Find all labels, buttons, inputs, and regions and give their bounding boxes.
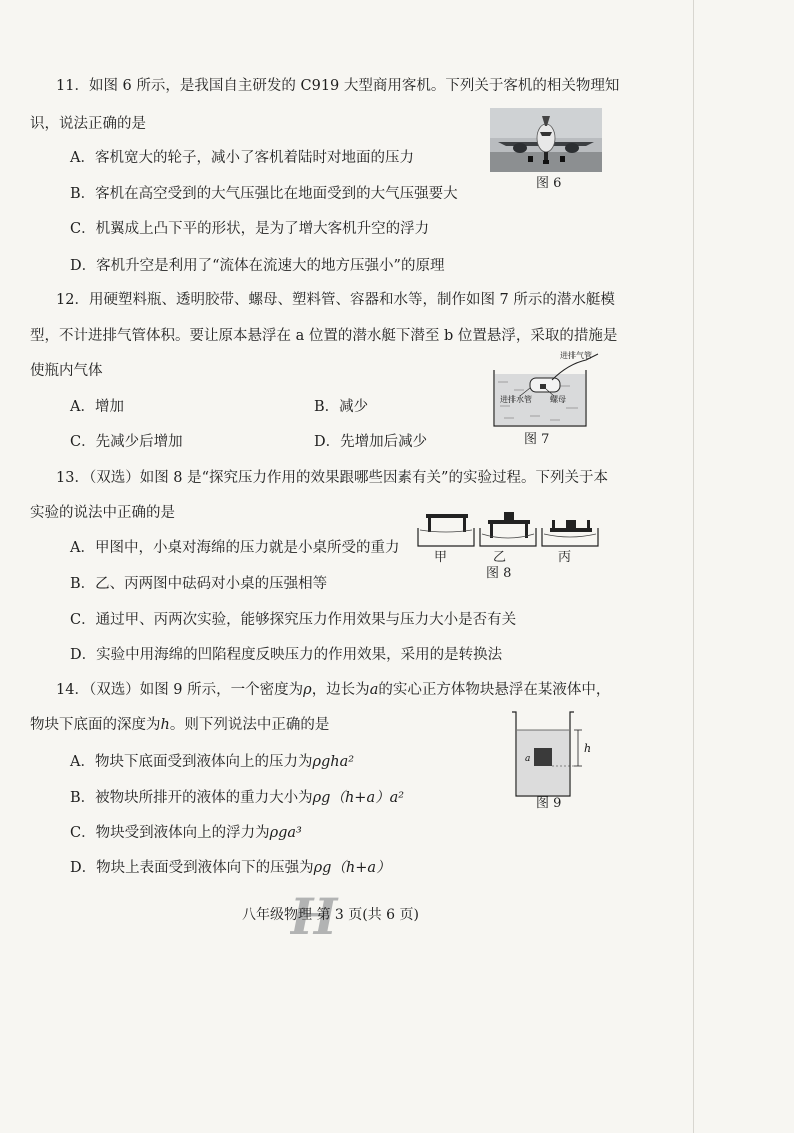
q14-stem-part5: 。则下列说法中正确的是 xyxy=(169,717,330,733)
figure-8-label-yi: 乙 xyxy=(493,550,507,565)
q12-option-c: C．先减少后增加 xyxy=(70,434,183,450)
q14-option-c-text: C．物块受到液体向上的浮力为 xyxy=(70,825,270,841)
q13-stem-line1: 13．（双选）如图 8 是“探究压力作用的效果跟哪些因素有关”的实验过程。下列关于本 xyxy=(56,470,608,486)
q13-option-d: D．实验中用海绵的凹陷程度反映压力的作用效果，采用的是转换法 xyxy=(70,647,503,663)
figure-8-label-jia: 甲 xyxy=(434,550,448,565)
q14-stem-part3: 的实心正方体物块悬浮在某液体中， xyxy=(378,682,611,698)
q14-rho-symbol: ρ xyxy=(303,682,312,698)
figure-6-caption: 图 6 xyxy=(536,176,562,191)
figure-8-label-bing: 丙 xyxy=(558,550,572,565)
submarine-model-diagram xyxy=(490,350,600,430)
q14-option-d xyxy=(70,858,391,878)
figure-7-caption: 图 7 xyxy=(524,432,550,447)
q14-option-a xyxy=(70,752,354,772)
q14-option-b xyxy=(70,788,404,808)
q14-option-a-text: A．物块下底面受到液体向上的压力为 xyxy=(70,754,313,770)
q14-a-symbol: a xyxy=(369,682,379,698)
q13-option-a: A．甲图中，小桌对海绵的压力就是小桌所受的重力 xyxy=(70,540,400,556)
q12-stem-line2: 型，不计进排气管体积。要让原本悬浮在 a 位置的潜水艇下潜至 b 位置悬浮，采取的措施是 xyxy=(30,328,618,344)
q14-stem-line1 xyxy=(56,680,610,700)
pressure-experiment-diagram xyxy=(416,506,600,550)
q12-stem-line3: 使瓶内气体 xyxy=(30,363,103,379)
q14-stem-part2: ，边长为 xyxy=(311,682,370,698)
q12-option-a: A．增加 xyxy=(70,399,124,415)
label-pipe: 进排气管 xyxy=(560,351,592,360)
q14-stem-part4: 物块下底面的深度为 xyxy=(30,717,161,733)
label-a: a xyxy=(525,754,531,764)
q12-option-b: B．减少 xyxy=(314,399,369,415)
svg-text:H: H xyxy=(290,890,338,940)
label-inlet: 进排水管 xyxy=(500,395,532,404)
q12-stem-line1: 12．用硬塑料瓶、透明胶带、螺母、塑料管、容器和水等，制作如图 7 所示的潜水艇模 xyxy=(56,292,615,308)
q13-option-b: B．乙、丙两图中砝码对小桌的压强相等 xyxy=(70,576,328,592)
beaker-cube-diagram xyxy=(508,708,598,800)
binding-margin-line xyxy=(693,0,694,1133)
label-nut: 螺母 xyxy=(550,395,566,404)
q11-option-b: B．客机在高空受到的大气压强比在地面受到的大气压强要大 xyxy=(70,186,458,202)
figure-9-caption: 图 9 xyxy=(536,796,562,811)
q11-stem-line1: 11．如图 6 所示，是我国自主研发的 C919 大型商用客机。下列关于客机的相关物理知 xyxy=(56,78,620,94)
q12-option-d: D．先增加后减少 xyxy=(314,434,428,450)
page-footer: 八年级物理 第 3 页(共 6 页) xyxy=(242,907,419,923)
q11-stem-line2: 识，说法正确的是 xyxy=(30,116,146,132)
q14-option-d-expr: ρg（h+a） xyxy=(313,860,391,876)
q14-option-c xyxy=(70,823,302,843)
q14-stem-part1: 14．（双选）如图 9 所示，一个密度为 xyxy=(56,682,304,698)
figure-8-caption: 图 8 xyxy=(486,566,512,581)
q14-option-b-expr: ρg（h+a）a² xyxy=(312,790,405,806)
label-h: h xyxy=(584,742,592,755)
q11-option-c: C．机翼成上凸下平的形状，是为了增大客机升空的浮力 xyxy=(70,221,430,237)
airplane-photo xyxy=(490,108,602,172)
q14-option-d-text: D．物块上表面受到液体向下的压强为 xyxy=(70,860,314,876)
q13-stem-line2: 实验的说法中正确的是 xyxy=(30,505,175,521)
q14-option-c-expr: ρga³ xyxy=(269,825,302,841)
q13-option-c: C．通过甲、丙两次实验，能够探究压力作用效果与压力大小是否有关 xyxy=(70,612,517,628)
q14-option-b-text: B．被物块所排开的液体的重力大小为 xyxy=(70,790,313,806)
q14-h-symbol: h xyxy=(160,717,170,733)
q11-option-d: D．客机升空是利用了“流体在流速大的地方压强小”的原理 xyxy=(70,258,445,274)
q14-option-a-expr: ρgha² xyxy=(312,754,355,770)
q14-stem-line2 xyxy=(30,715,329,735)
q11-option-a: A．客机宽大的轮子，减小了客机着陆时对地面的压力 xyxy=(70,150,414,166)
